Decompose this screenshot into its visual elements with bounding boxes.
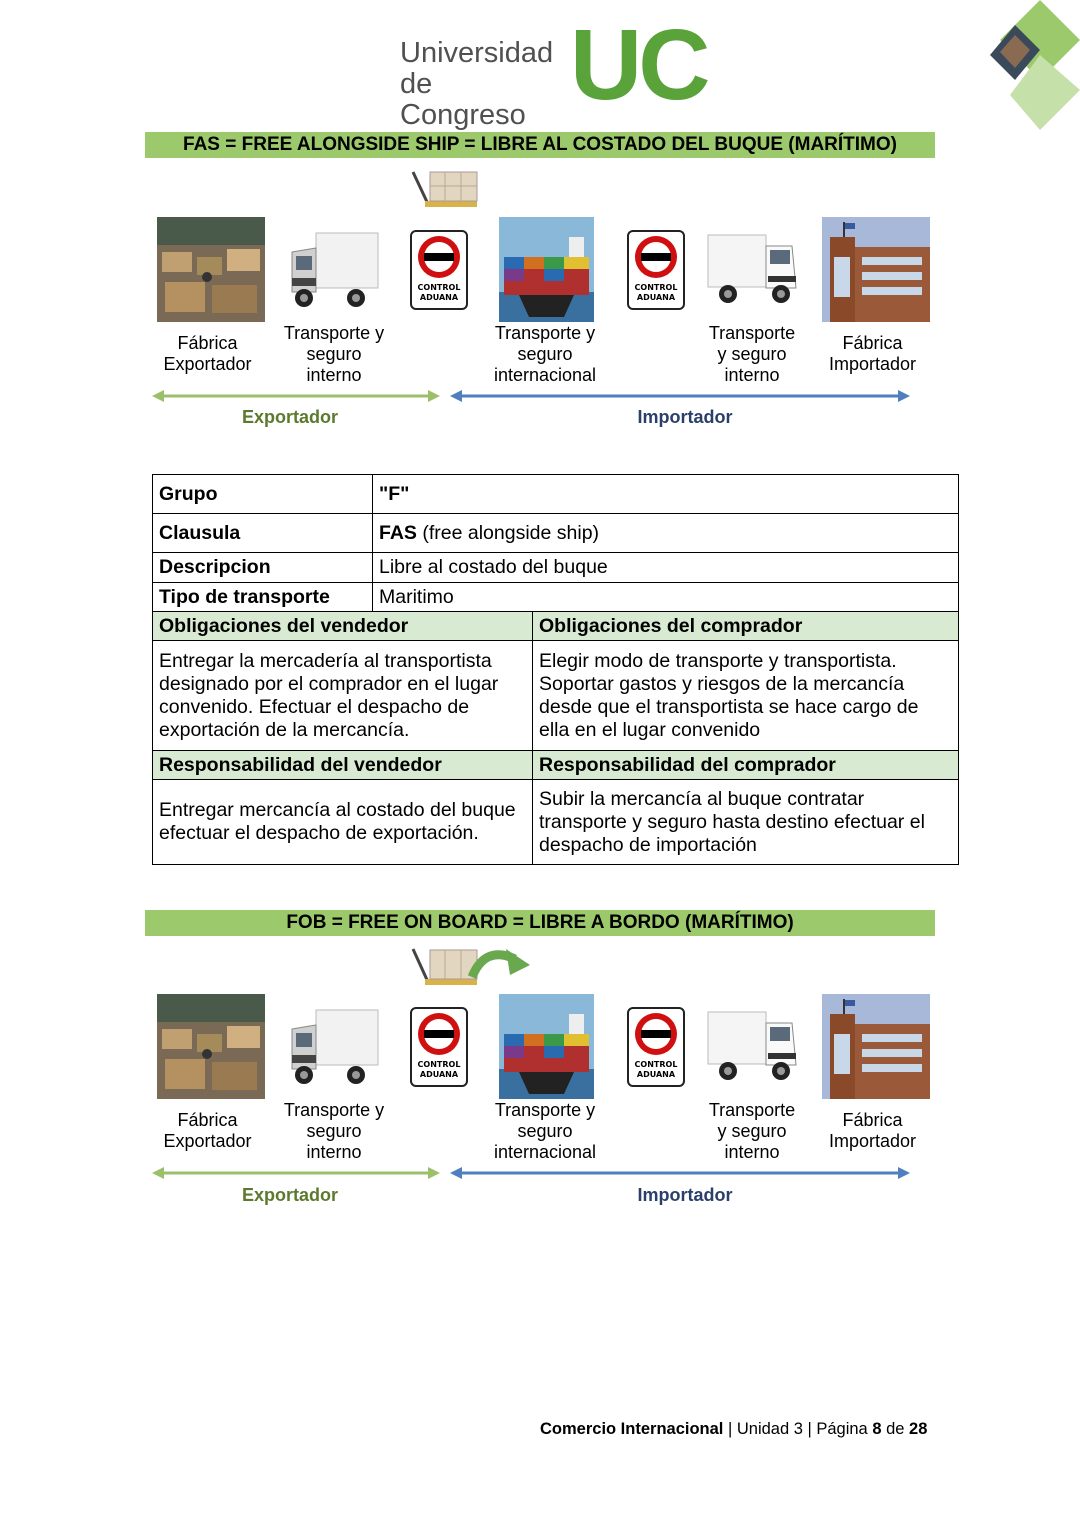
truck-icon: [288, 1007, 380, 1087]
uc-logo-mark: UC: [570, 9, 707, 121]
table-row: [153, 514, 959, 553]
aduana-text: ADUANA: [419, 1070, 459, 1079]
logo-line-1: Universidad: [400, 37, 554, 69]
truck-icon: [706, 232, 798, 307]
container-ship-image: [499, 994, 594, 1099]
container-ship-image: [499, 217, 594, 322]
obligaciones-comprador-header: Obligaciones del comprador: [533, 612, 959, 641]
importador-label: Importador: [637, 1185, 733, 1205]
factory-exporter-image: [157, 217, 265, 322]
grupo-value: "F": [373, 475, 959, 514]
label-transporte-interno-importador: Transporte y seguro interno: [708, 323, 796, 385]
university-logo-text: [400, 38, 565, 131]
table-row: [153, 583, 959, 612]
responsabilidad-comprador-text: Subir la mercancía al buque contratar transporte y seguro hasta destino efectuar el despacho de importación: [533, 780, 959, 865]
footer-total-pages: 28: [909, 1420, 928, 1438]
clausula-value: [373, 514, 959, 553]
fas-clause-table: [152, 474, 959, 865]
footer-page-number: 8: [872, 1420, 882, 1438]
clausula-code: FAS: [379, 521, 417, 544]
control-text: CONTROL: [417, 283, 461, 292]
footer-of: de: [881, 1420, 910, 1438]
table-row: [153, 612, 959, 641]
logo-line-2: de Congreso: [400, 68, 526, 131]
label-transporte-interno: Transporte y seguro interno: [283, 1100, 385, 1162]
responsabilidad-vendedor-header: Responsabilidad del vendedor: [153, 751, 533, 780]
label-fabrica-exportador: Fábrica Exportador: [163, 1110, 252, 1151]
customs-control-sign-icon: [627, 230, 685, 310]
factory-importer-image: [822, 217, 930, 322]
factory-importer-image: [822, 994, 930, 1099]
footer-unit: | Unidad 3 | Página: [723, 1420, 873, 1438]
label-fabrica-importador: Fábrica Importador: [828, 1110, 917, 1151]
customs-control-sign-icon: [410, 230, 468, 310]
control-text: CONTROL: [417, 1060, 461, 1069]
pallet-loading-icon: [410, 945, 535, 990]
aduana-text: ADUANA: [419, 293, 459, 302]
pallet-jack-icon: [410, 168, 480, 212]
fob-banner: FOB = FREE ON BOARD = LIBRE A BORDO (MARÍTIMO): [145, 910, 935, 936]
table-row: [153, 641, 959, 751]
table-row: [153, 751, 959, 780]
aduana-text: ADUANA: [636, 293, 676, 302]
control-text: CONTROL: [634, 1060, 678, 1069]
label-transporte-interno-importador: Transporte y seguro interno: [708, 1100, 796, 1162]
customs-control-sign-icon: [410, 1007, 468, 1087]
label-transporte-internacional: Transporte y seguro internacional: [493, 1100, 597, 1162]
exportador-label: Exportador: [241, 1185, 338, 1205]
obligaciones-vendedor-header: Obligaciones del vendedor: [153, 612, 533, 641]
responsabilidad-vendedor-text: Entregar mercancía al costado del buque efectuar el despacho de exportación.: [153, 780, 533, 865]
obligaciones-vendedor-text: Entregar la mercadería al transportista designado por el comprador en el lugar convenido. Efectuar el despacho de exportación de la mercancía.: [153, 641, 533, 751]
customs-control-sign-icon: [627, 1007, 685, 1087]
factory-exporter-image: [157, 994, 265, 1099]
label-fabrica-importador: Fábrica Importador: [828, 333, 917, 374]
grupo-label: Grupo: [153, 475, 373, 514]
descripcion-label: Descripcion: [153, 553, 373, 583]
clausula-desc: (free alongside ship): [416, 521, 600, 544]
exportador-label: Exportador: [241, 407, 338, 427]
clausula-label: Clausula: [153, 514, 373, 553]
table-row: [153, 475, 959, 514]
footer-course: Comercio Internacional: [540, 1420, 724, 1438]
fas-banner: FAS = FREE ALONGSIDE SHIP = LIBRE AL COSTADO DEL BUQUE (MARÍTIMO): [145, 132, 935, 158]
control-text: CONTROL: [634, 283, 678, 292]
responsibility-arrows: [150, 386, 915, 406]
responsibility-arrows: [150, 1163, 915, 1183]
label-transporte-interno: Transporte y seguro interno: [283, 323, 385, 385]
page-footer: [540, 1420, 926, 1439]
obligaciones-comprador-text: Elegir modo de transporte y transportista. Soportar gastos y riesgos de la mercancía desde que el transportista se hace cargo de ella en el lugar convenido: [533, 641, 959, 751]
importador-label: Importador: [637, 407, 733, 427]
table-row: [153, 553, 959, 583]
tipo-transporte-value: Maritimo: [373, 583, 959, 612]
truck-icon: [288, 230, 380, 310]
aduana-text: ADUANA: [636, 1070, 676, 1079]
label-fabrica-exportador: Fábrica Exportador: [163, 333, 252, 374]
responsabilidad-comprador-header: Responsabilidad del comprador: [533, 751, 959, 780]
corner-decoration-icon: [985, 0, 1080, 130]
table-row: [153, 780, 959, 865]
label-transporte-internacional: Transporte y seguro internacional: [493, 323, 597, 385]
tipo-transporte-label: Tipo de transporte: [153, 583, 373, 612]
descripcion-value: Libre al costado del buque: [373, 553, 959, 583]
truck-icon: [706, 1009, 798, 1084]
